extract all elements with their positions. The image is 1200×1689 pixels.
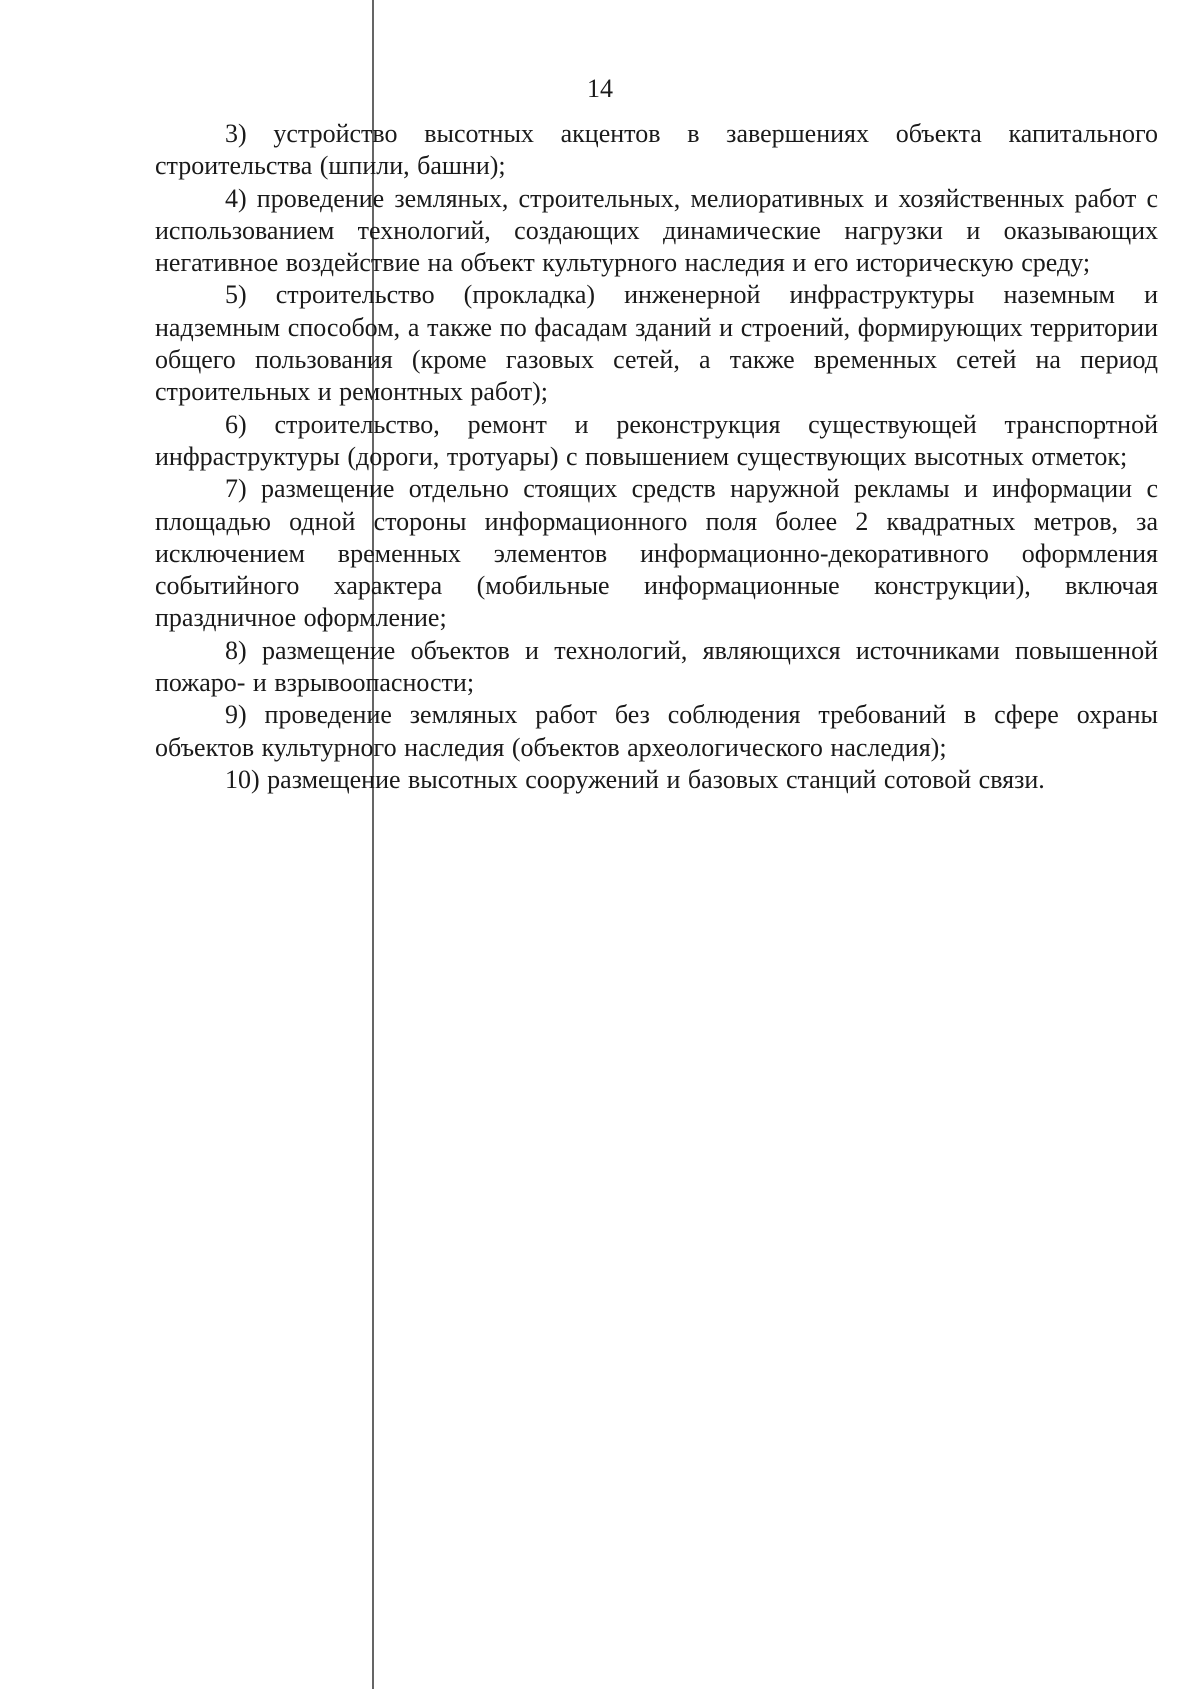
- list-item: 6) строительство, ремонт и реконструкция существующей транспортной инфраструктуры (дороги, тротуары) с повышением существующих высотных отметок;: [155, 409, 1158, 471]
- list-item: 7) размещение отдельно стоящих средств наружной рекламы и информации с площадью одной стороны информационного поля более 2 квадратных метров, за исключением временных элементов информационно-декоративного оформления событийного характера (мобильные информационные конструкции), включая праздничное оформление;: [155, 474, 1158, 633]
- list-item: 3) устройство высотных акцентов в завершениях объекта капитального строительства (шпили, башни);: [155, 119, 1158, 181]
- page-number: 14: [587, 74, 613, 103]
- list-item: 10) размещение высотных сооружений и базовых станций сотовой связи.: [225, 764, 1045, 794]
- document-body: [155, 118, 1158, 796]
- list-item: 9) проведение земляных работ без соблюдения требований в сфере охраны объектов культурного наследия (объектов археологического наследия);: [155, 700, 1158, 762]
- list-item: 5) строительство (прокладка) инженерной инфраструктуры наземным и надземным способом, а также по фасадам зданий и строений, формирующих территории общего пользования (кроме газовых сетей, а также временных сетей на период строительных и ремонтных работ);: [155, 280, 1158, 407]
- list-item: 4) проведение земляных, строительных, мелиоративных и хозяйственных работ с использованием технологий, создающих динамические нагрузки и оказывающих негативное воздействие на объект культурного наследия и его историческую среду;: [155, 183, 1158, 278]
- list-item: 8) размещение объектов и технологий, являющихся источниками повышенной пожаро- и взрывоопасности;: [155, 635, 1158, 698]
